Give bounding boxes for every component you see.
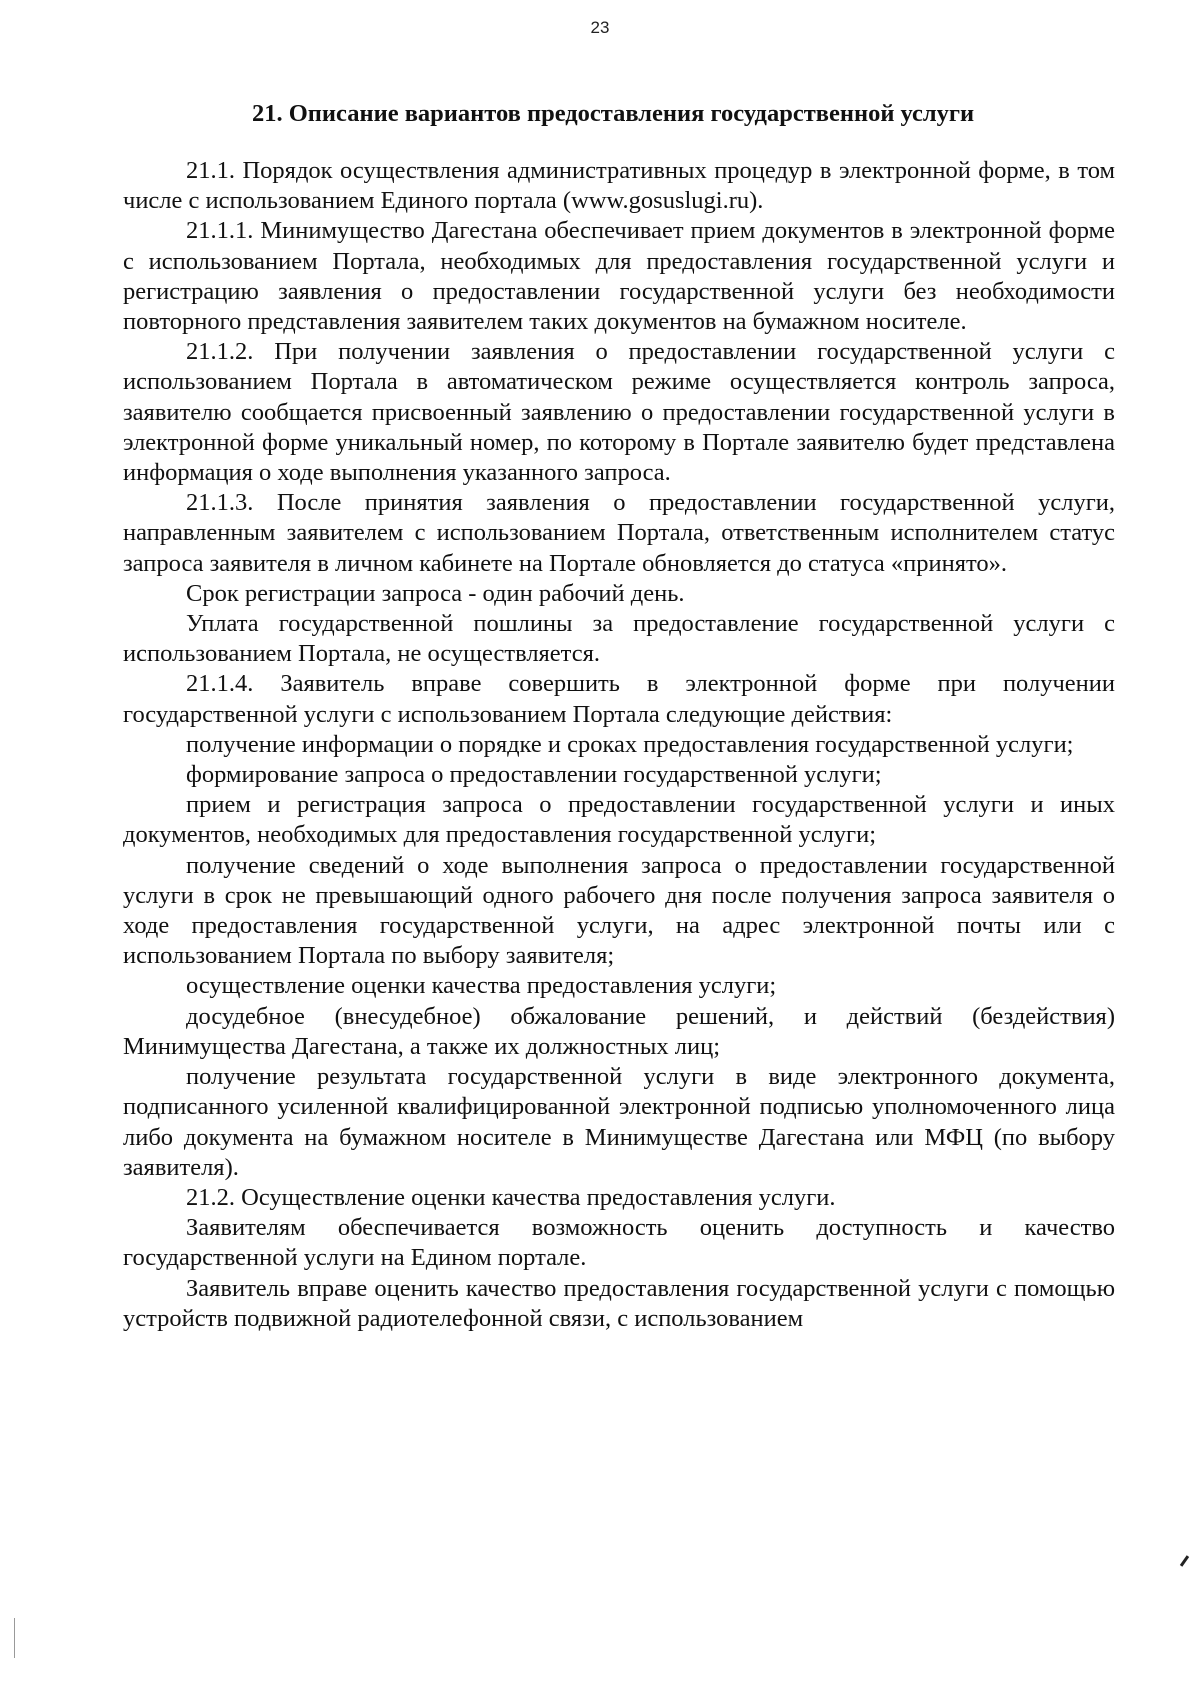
paragraph: 21.2. Осуществление оценки качества предоставления услуги.: [186, 1183, 836, 1211]
paragraph: осуществление оценки качества предоставления услуги;: [186, 972, 777, 1000]
paragraph: формирование запроса о предоставлении государственной услуги;: [186, 761, 882, 789]
paragraph: получение информации о порядке и сроках предоставления государственной услуги;: [186, 730, 1074, 758]
paragraph: Срок регистрации запроса - один рабочий день.: [186, 579, 685, 607]
paragraph: 21.1.4. Заявитель вправе совершить в электронной форме при получении государственной услуги с использованием Портала следующие действия:: [123, 670, 1115, 728]
body-text: [123, 156, 1115, 1334]
paragraph: 21.1.1. Минимущество Дагестана обеспечивает прием документов в электронной форме с использованием Портала, необходимых для предоставления государственной услуги и регистрацию заявления о предоставлении государственной услуги без необходимости повторного представления заявителем таких документов на бумажном носителе.: [123, 217, 1115, 336]
section-heading: 21. Описание вариантов предоставления государственной услуги: [252, 100, 975, 127]
paragraph: прием и регистрация запроса о предоставлении государственной услуги и иных документов, необходимых для предоставления государственной услуги;: [123, 791, 1115, 849]
paragraph: получение результата государственной услуги в виде электронного документа, подписанного усиленной квалифицированной электронной подписью уполномоченного лица либо документа на бумажном носителе в Минимуществе Дагестана или МФЦ (по выбору заявителя).: [123, 1063, 1115, 1181]
page-number: 23: [590, 18, 610, 37]
paragraph: Заявитель вправе оценить качество предоставления государственной услуги с помощью устройств подвижной радиотелефонной связи, с использованием: [123, 1274, 1115, 1332]
paragraph: досудебное (внесудебное) обжалование решений, и действий (бездействия) Минимущества Дагестана, а также их должностных лиц;: [123, 1002, 1115, 1060]
paragraph: 21.1.3. После принятия заявления о предоставлении государственной услуги, направленным заявителем с использованием Портала, ответственным исполнителем статус запроса заявителя в личном кабинете на Портале обновляется до статуса «принято».: [123, 489, 1115, 577]
paragraph: получение сведений о ходе выполнения запроса о предоставлении государственной услуги в срок не превышающий одного рабочего дня после получения запроса заявителя о ходе предоставления государственной услуги, на адрес электронной почты или с использованием Портала по выбору заявителя;: [123, 851, 1115, 970]
scan-artifact-mark: [1180, 1555, 1189, 1567]
paragraph: Заявителям обеспечивается возможность оценить доступность и качество государственной услуги на Едином портале.: [123, 1214, 1115, 1272]
paragraph: Уплата государственной пошлины за предоставление государственной услуги с использованием Портала, не осуществляется.: [123, 610, 1115, 668]
paragraph: 21.1. Порядок осуществления административных процедур в электронной форме, в том числе с использованием Единого портала (www.gosuslugi.ru).: [123, 157, 1115, 215]
paragraph: 21.1.2. При получении заявления о предоставлении государственной услуги с использованием Портала в автоматическом режиме осуществляется контроль запроса, заявителю сообщается присвоенный заявлению о предоставлении государственной услуги в электронной форме уникальный номер, по которому в Портале заявителю будет представлена информация о ходе выполнения указанного запроса.: [123, 338, 1115, 487]
scan-artifact-mark: [14, 1618, 15, 1658]
